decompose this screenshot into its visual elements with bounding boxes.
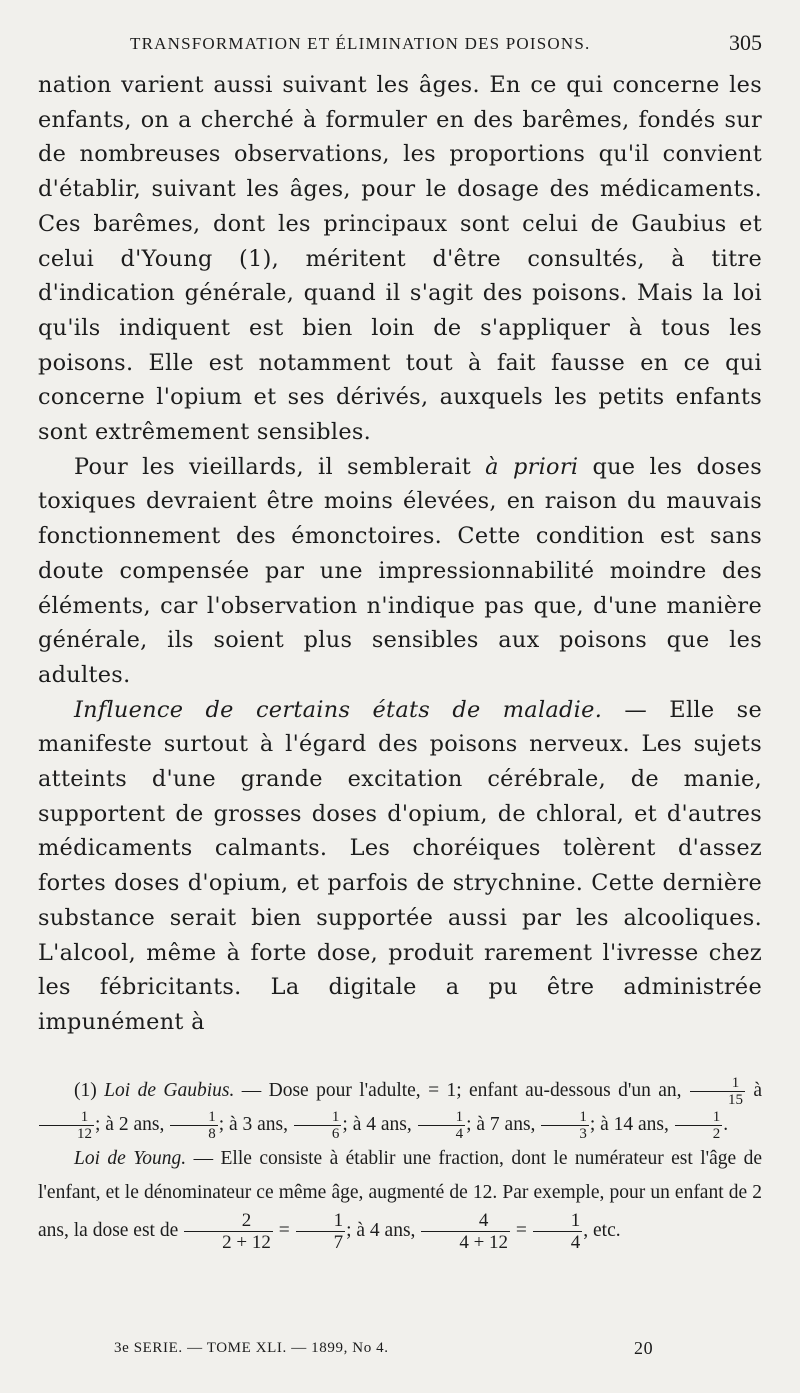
fraction-y2-num: 1 [333, 1209, 344, 1231]
running-title: TRANSFORMATION ET ÉLIMINATION DES POISONS. [130, 34, 591, 53]
young-text-4: = [511, 1219, 532, 1241]
fraction-y1-num: 2 [241, 1209, 252, 1231]
paragraph-2 [38, 450, 762, 693]
gaubius-text-2: à [745, 1079, 763, 1101]
fraction-g3-den: 8 [170, 1125, 218, 1142]
fraction-y2 [296, 1210, 346, 1253]
running-head [38, 28, 762, 68]
young-text-2: = [273, 1219, 295, 1241]
fraction-g3 [170, 1109, 218, 1142]
fraction-g7 [675, 1109, 723, 1142]
fraction-g4-num: 1 [331, 1108, 340, 1125]
fraction-g7-den: 2 [675, 1125, 723, 1142]
gaubius-text-7: ; à 14 ans, [589, 1113, 674, 1135]
footnote-marker: (1) [74, 1079, 97, 1101]
young-text-3: ; à 4 ans, [346, 1219, 421, 1241]
young-text-5: , etc. [583, 1219, 621, 1241]
fraction-g4-den: 6 [294, 1125, 342, 1142]
gaubius-text-5: ; à 4 ans, [342, 1113, 417, 1135]
fraction-g7-num: 1 [712, 1108, 721, 1125]
gaubius-text-3: ; à 2 ans, [95, 1113, 170, 1135]
signature-mark: 20 [634, 1338, 654, 1358]
fraction-g5-num: 1 [455, 1108, 464, 1125]
series-line: 3e SERIE. — TOME XLI. — 1899, No 4. [114, 1340, 389, 1356]
paragraph-2-start: Pour les vieillards, il semblerait [74, 453, 486, 480]
young-title: Loi de Young. [74, 1147, 187, 1169]
footnote-gaubius [38, 1074, 762, 1142]
fraction-y1-den: 2 + 12 [184, 1231, 273, 1253]
paragraph-3-text: — Elle se manifeste surtout à l'égard des poisons nerveux. Les sujets atteints d'une grande excitation cérébrale, de manie, supportent de grosses doses d'opium, de chloral, et d'autres médicaments calmants. Les choréiques tolèrent d'assez fortes doses d'opium, et parfois de strychnine. Cette dernière substance serait bien supportée aussi par les alcooliques. L'alcool, même à forte dose, produit rarement l'ivresse chez les fébricitants. La digitale a pu être administrée impunément à [38, 696, 762, 1035]
paragraph-3 [38, 693, 762, 1040]
gaubius-text-8: . [723, 1113, 729, 1135]
fraction-g2 [39, 1109, 94, 1142]
fraction-g6 [541, 1109, 589, 1142]
fraction-y3 [421, 1210, 510, 1253]
fraction-y3-num: 4 [478, 1209, 489, 1231]
fraction-g4 [294, 1109, 342, 1142]
gaubius-text-4: ; à 3 ans, [218, 1113, 293, 1135]
fraction-g2-den: 12 [39, 1125, 94, 1142]
fraction-g1-den: 15 [690, 1091, 745, 1108]
paragraph-1: nation varient aussi suivant les âges. En ce qui concerne les enfants, on a cherché à formuler en des barêmes, fondés sur de nombreuses observations, les proportions qu'il convient d'établir, suivant les âges, pour le dosage des médicaments. Ces barêmes, dont les principaux sont celui de Gaubius et celui d'Young (1), méritent d'être consultés, à titre d'indication générale, quand il s'agit des poisons. Mais la loi qu'ils indiquent est bien loin de s'appliquer à tous les poisons. Elle est notamment tout à fait fausse en ce qui concerne l'opium et ses dérivés, auxquels les petits enfants sont extrêmement sensibles. [38, 72, 762, 446]
paragraph-2-end: que les doses toxiques devraient être moins élevées, en raison du mauvais fonctionnement des émonctoires. Cette condition est sans doute compensée par une impressionnabilité moindre des éléments, car l'observation n'indique pas que, d'une manière générale, ils soient plus sensibles aux poisons que les adultes. [38, 453, 762, 688]
fraction-g6-den: 3 [541, 1125, 589, 1142]
footnotes [38, 1074, 762, 1253]
fraction-y4 [533, 1210, 583, 1253]
fraction-y4-den: 4 [533, 1231, 583, 1253]
fraction-g1-num: 1 [731, 1074, 740, 1091]
fraction-g5 [418, 1109, 466, 1142]
page-number: 305 [729, 30, 762, 55]
young-text-1: — Elle consiste à établir une fraction, dont le numérateur est l'âge de l'enfant, et le dénominateur ce même âge, augmenté de 12. Par exemple, pour un enfant de 2 ans, la dose est de [38, 1147, 762, 1241]
fraction-g6-num: 1 [579, 1108, 587, 1125]
fraction-g3-num: 1 [208, 1108, 216, 1125]
fraction-y1 [184, 1210, 273, 1253]
fraction-y4-num: 1 [570, 1209, 581, 1231]
gaubius-title: Loi de Gaubius. [104, 1079, 235, 1101]
footnote-young [38, 1142, 762, 1253]
fraction-y3-den: 4 + 12 [421, 1231, 510, 1253]
fraction-y2-den: 7 [296, 1231, 346, 1253]
paragraph-2-italic: à priori [485, 453, 579, 480]
section-heading: Influence de certains états de maladie. [74, 696, 603, 723]
fraction-g1 [690, 1075, 745, 1108]
book-page [38, 28, 762, 1368]
gaubius-text-6: ; à 7 ans, [466, 1113, 541, 1135]
main-text [38, 68, 762, 1040]
gaubius-text-1: — Dose pour l'adulte, = 1; enfant au-dessous d'un an, [234, 1079, 689, 1101]
fraction-g2-num: 1 [80, 1108, 89, 1125]
fraction-g5-den: 4 [418, 1125, 466, 1142]
